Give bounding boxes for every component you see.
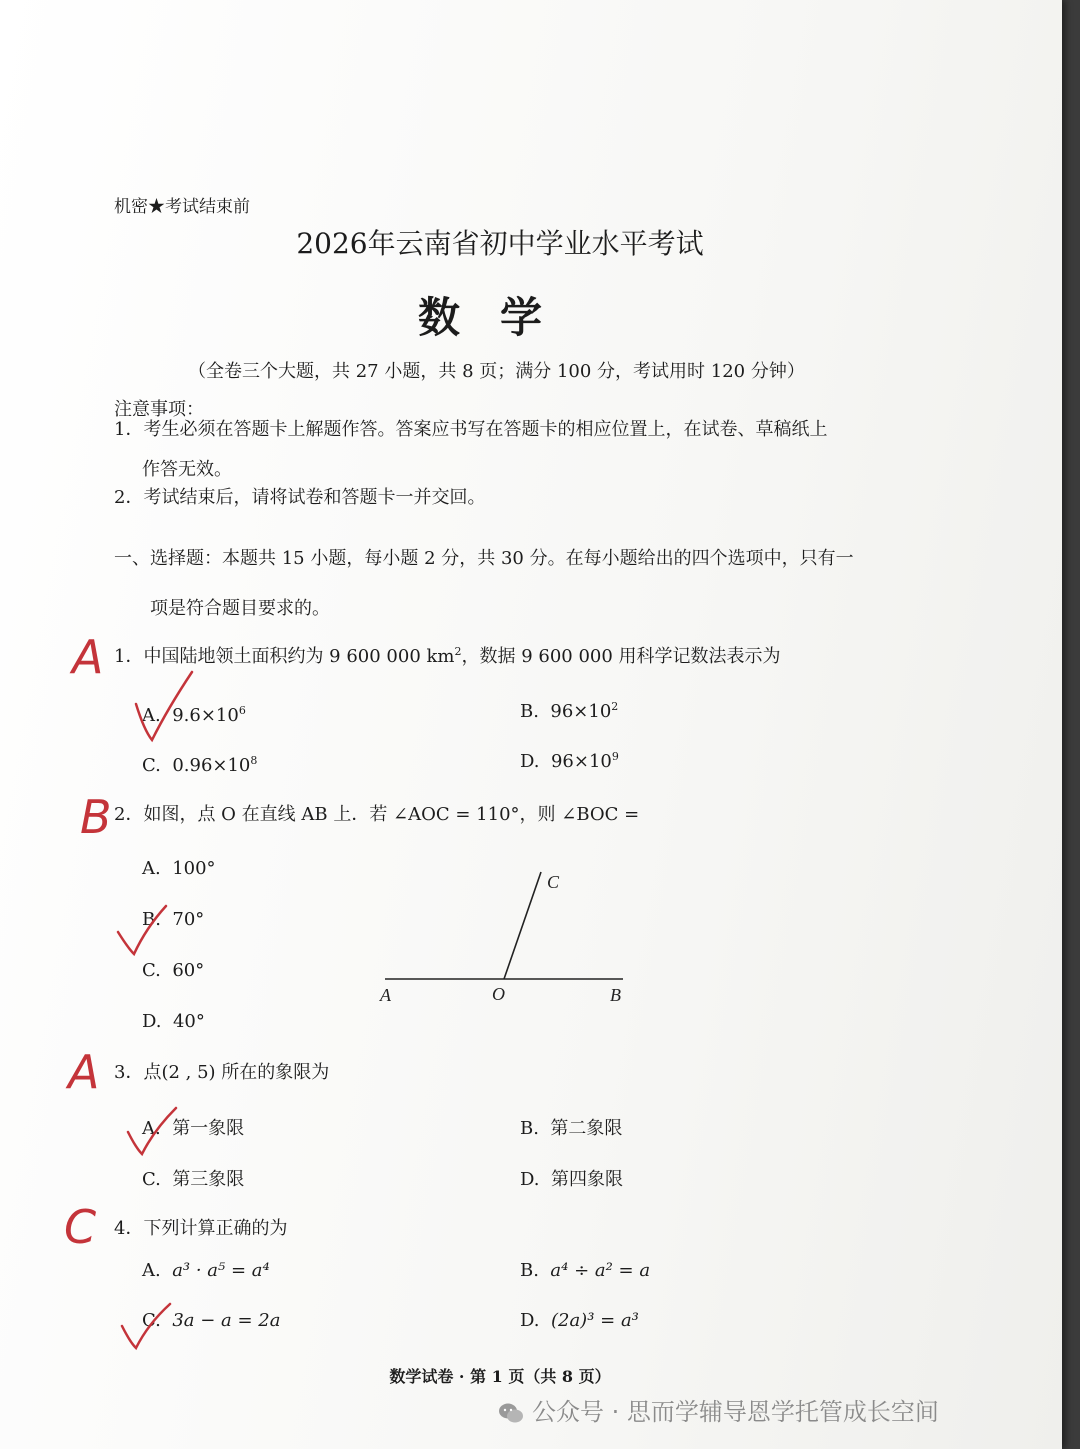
q4-option-d: D. (2a)³ = a³ bbox=[520, 1310, 639, 1331]
exam-title: 2026年云南省初中学业水平考试 bbox=[296, 227, 704, 260]
check-mark-q1 bbox=[130, 668, 200, 748]
q1-option-a: A. $9.6\times 10^6$ bbox=[142, 704, 246, 726]
handwritten-answer-q3: A bbox=[68, 1045, 100, 1099]
question-3-stem: 3．点(2 , 5) 所在的象限为 bbox=[114, 1062, 330, 1083]
q4-option-c: C. 3a − a = 2a bbox=[142, 1310, 281, 1331]
angle-figure bbox=[370, 866, 640, 1006]
exam-scope: （全卷三个大题，共 27 小题，共 8 页；满分 100 分，考试用时 120 分钟） bbox=[188, 361, 805, 382]
question-2-stem: 2．如图，点 O 在直线 AB 上．若 ∠AOC = 110°，则 ∠BOC = bbox=[114, 804, 640, 825]
notice-item-1: 1．考生必须在答题卡上解题作答。答案应书写在答题卡的相应位置上，在试卷、草稿纸上 bbox=[114, 419, 828, 440]
confidential-label: 机密★考试结束前 bbox=[114, 197, 250, 217]
question-1-stem: 1．中国陆地领土面积约为 9 600 000 $km^2$，数据 9 600 000 用科学记数法表示为 bbox=[114, 645, 781, 667]
handwritten-answer-q1: A bbox=[72, 630, 104, 684]
q3-option-a: A. 第一象限 bbox=[142, 1118, 245, 1139]
wechat-icon bbox=[498, 1402, 524, 1424]
label-c: C bbox=[547, 872, 560, 892]
watermark bbox=[498, 1392, 939, 1427]
section-1-heading: 一、选择题：本题共 15 小题，每小题 2 分，共 30 分。在每小题给出的四个选项中，只有一 bbox=[114, 548, 854, 569]
check-mark-q4 bbox=[118, 1300, 178, 1354]
notice-heading: 注意事项： bbox=[114, 399, 204, 420]
check-mark-q3 bbox=[124, 1104, 184, 1160]
page-footer: 数学试卷 · 第 1 页（共 8 页） bbox=[389, 1367, 611, 1386]
q1-option-d: D. $96\times 10^9$ bbox=[520, 750, 619, 772]
question-4-stem: 4．下列计算正确的为 bbox=[114, 1218, 288, 1239]
ray-oc bbox=[504, 872, 541, 979]
q1-option-c: C. $0.96\times 10^8$ bbox=[142, 754, 258, 776]
label-a: A bbox=[380, 985, 391, 1005]
section-1-heading-cont: 项是符合题目要求的。 bbox=[150, 598, 330, 619]
q3-option-c: C. 第三象限 bbox=[142, 1169, 245, 1190]
q4-option-b: B. a⁴ ÷ a² = a bbox=[520, 1260, 651, 1281]
q3-option-b: B. 第二象限 bbox=[520, 1118, 623, 1139]
notice-item-1-cont: 作答无效。 bbox=[142, 459, 232, 480]
handwritten-answer-q4: C bbox=[64, 1200, 97, 1254]
q1-option-b: B. $96\times 10^2$ bbox=[520, 700, 619, 722]
q4-option-a: A. a³ · a⁵ = a⁴ bbox=[142, 1260, 270, 1281]
watermark-text: 公众号 · 思而学辅导恩学托管成长空间 bbox=[532, 1398, 939, 1426]
q2-option-b: B. 70° bbox=[142, 909, 205, 930]
q3-option-d: D. 第四象限 bbox=[520, 1169, 623, 1190]
q2-option-a: A. 100° bbox=[142, 858, 216, 879]
q2-option-d: D. 40° bbox=[142, 1011, 205, 1032]
handwritten-answer-q2: B bbox=[80, 790, 112, 844]
label-o: O bbox=[492, 984, 505, 1004]
notice-item-2: 2．考试结束后，请将试卷和答题卡一并交回。 bbox=[114, 487, 486, 508]
q2-option-c: C. 60° bbox=[142, 960, 205, 981]
subject-title: 数学 bbox=[417, 293, 582, 342]
label-b: B bbox=[610, 985, 621, 1005]
check-mark-q2 bbox=[114, 900, 174, 960]
